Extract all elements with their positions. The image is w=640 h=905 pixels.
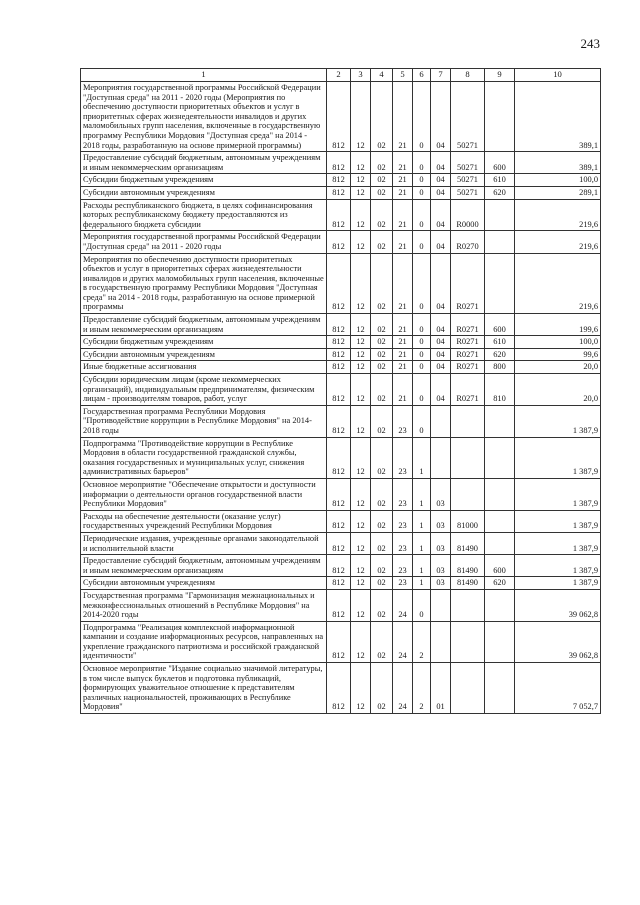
cell-c4: 02	[371, 532, 393, 554]
cell-c3: 12	[351, 621, 371, 662]
cell-c8: R0000	[451, 199, 485, 231]
row-name-cell: Субсидии бюджетным учреждениям	[81, 336, 327, 349]
row-name-cell: Основное мероприятие "Издание социально значимой литературы, в том числе выпуск буклетов и подготовка публикаций, формирующих уважительное отношение к представителям различных национальностей, проживающих в Республике Мордовия"	[81, 663, 327, 714]
cell-c7: 03	[431, 577, 451, 590]
cell-c7	[431, 589, 451, 621]
column-header: 7	[431, 69, 451, 82]
page-number: 243	[580, 36, 600, 51]
cell-c4: 02	[371, 577, 393, 590]
cell-c9: 610	[485, 174, 515, 187]
cell-c2: 812	[327, 336, 351, 349]
cell-c10: 1 387,9	[515, 478, 601, 510]
cell-c10: 389,1	[515, 152, 601, 174]
cell-c6: 1	[413, 532, 431, 554]
cell-c2: 812	[327, 437, 351, 478]
cell-c7: 04	[431, 186, 451, 199]
cell-c9	[485, 478, 515, 510]
cell-c7: 01	[431, 663, 451, 714]
cell-c10: 1 387,9	[515, 577, 601, 590]
row-name-cell: Периодические издания, учрежденные органами законодательной и исполнительной власти	[81, 532, 327, 554]
cell-c3: 12	[351, 348, 371, 361]
cell-c10: 289,1	[515, 186, 601, 199]
cell-c5: 23	[393, 437, 413, 478]
table-row	[81, 577, 601, 590]
column-header: 10	[515, 69, 601, 82]
cell-c9: 620	[485, 186, 515, 199]
cell-c6: 1	[413, 577, 431, 590]
cell-c6: 0	[413, 589, 431, 621]
cell-c5: 21	[393, 314, 413, 336]
cell-c9: 810	[485, 374, 515, 406]
cell-c6: 0	[413, 152, 431, 174]
cell-c9	[485, 663, 515, 714]
cell-c3: 12	[351, 589, 371, 621]
cell-c8: 81000	[451, 510, 485, 532]
cell-c7: 04	[431, 348, 451, 361]
cell-c4: 02	[371, 663, 393, 714]
table-row	[81, 532, 601, 554]
cell-c5: 21	[393, 82, 413, 152]
cell-c4: 02	[371, 314, 393, 336]
cell-c6: 0	[413, 361, 431, 374]
cell-c5: 21	[393, 199, 413, 231]
cell-c10: 199,6	[515, 314, 601, 336]
cell-c6: 2	[413, 663, 431, 714]
cell-c6: 0	[413, 174, 431, 187]
cell-c2: 812	[327, 82, 351, 152]
cell-c8	[451, 405, 485, 437]
cell-c8	[451, 589, 485, 621]
row-name-cell: Субсидии автономным учреждениям	[81, 348, 327, 361]
cell-c5: 23	[393, 532, 413, 554]
cell-c5: 21	[393, 174, 413, 187]
cell-c10: 1 387,9	[515, 437, 601, 478]
cell-c3: 12	[351, 152, 371, 174]
cell-c10: 219,6	[515, 253, 601, 314]
cell-c6: 0	[413, 199, 431, 231]
cell-c5: 21	[393, 374, 413, 406]
cell-c7: 04	[431, 253, 451, 314]
cell-c8: 50271	[451, 186, 485, 199]
cell-c10: 1 387,9	[515, 510, 601, 532]
cell-c8	[451, 478, 485, 510]
cell-c6: 1	[413, 478, 431, 510]
cell-c3: 12	[351, 82, 371, 152]
cell-c10: 1 387,9	[515, 532, 601, 554]
row-name-cell: Иные бюджетные ассигнования	[81, 361, 327, 374]
cell-c10: 99,6	[515, 348, 601, 361]
budget-table	[80, 68, 601, 714]
cell-c3: 12	[351, 405, 371, 437]
cell-c5: 24	[393, 621, 413, 662]
table-row	[81, 663, 601, 714]
cell-c6: 2	[413, 621, 431, 662]
column-header: 5	[393, 69, 413, 82]
row-name-cell: Расходы республиканского бюджета, в целях софинансирования которых республиканскому бюджету предоставляются из федерального бюджета субсидии	[81, 199, 327, 231]
cell-c5: 24	[393, 663, 413, 714]
cell-c7: 04	[431, 82, 451, 152]
cell-c8: R0271	[451, 314, 485, 336]
cell-c3: 12	[351, 374, 371, 406]
cell-c4: 02	[371, 621, 393, 662]
cell-c10: 20,0	[515, 374, 601, 406]
cell-c5: 23	[393, 555, 413, 577]
cell-c4: 02	[371, 186, 393, 199]
cell-c3: 12	[351, 186, 371, 199]
cell-c2: 812	[327, 361, 351, 374]
cell-c2: 812	[327, 253, 351, 314]
cell-c7: 04	[431, 231, 451, 253]
row-name-cell: Субсидии автономным учреждениям	[81, 577, 327, 590]
cell-c5: 24	[393, 589, 413, 621]
cell-c5: 23	[393, 405, 413, 437]
cell-c4: 02	[371, 589, 393, 621]
cell-c7: 04	[431, 199, 451, 231]
row-name-cell: Мероприятия государственной программы Российской Федерации "Доступная среда" на 2011 - 2020 годы (Мероприятия по обеспечению доступности приоритетных объектов и услуг в приоритетных сферах жизнедеятельности инвалидов и других маломобильных групп населения, включенные в государственную программу Республики Мордовия "Доступная среда" на 2014 - 2018 годы, разработанную на основе примерной программы)	[81, 82, 327, 152]
cell-c2: 812	[327, 174, 351, 187]
cell-c5: 21	[393, 231, 413, 253]
row-name-cell: Субсидии бюджетным учреждениям	[81, 174, 327, 187]
table-row	[81, 336, 601, 349]
row-name-cell: Мероприятия по обеспечению доступности приоритетных объектов и услуг в приоритетных сферах жизнедеятельности инвалидов и других маломобильных групп населения, включенные в государственную программу Республики Мордовия "Доступная среда" на 2014 - 2018 годы, разработанную на основе примерной программы	[81, 253, 327, 314]
table-row	[81, 478, 601, 510]
row-name-cell: Государственная программа "Гармонизация межнациональных и межконфессиональных отношений в Республике Мордовия" на 2014-2020 годы	[81, 589, 327, 621]
cell-c2: 812	[327, 555, 351, 577]
cell-c9: 610	[485, 336, 515, 349]
cell-c8: 50271	[451, 174, 485, 187]
table-row	[81, 405, 601, 437]
cell-c8: R0271	[451, 361, 485, 374]
column-header: 1	[81, 69, 327, 82]
cell-c9	[485, 510, 515, 532]
cell-c4: 02	[371, 437, 393, 478]
cell-c4: 02	[371, 82, 393, 152]
row-name-cell: Мероприятия государственной программы Российской Федерации "Доступная среда" на 2011 - 2020 годы	[81, 231, 327, 253]
cell-c4: 02	[371, 174, 393, 187]
cell-c7: 04	[431, 374, 451, 406]
cell-c3: 12	[351, 663, 371, 714]
cell-c7: 04	[431, 361, 451, 374]
cell-c9: 600	[485, 152, 515, 174]
cell-c2: 812	[327, 186, 351, 199]
cell-c6: 1	[413, 510, 431, 532]
table-row	[81, 555, 601, 577]
cell-c6: 0	[413, 314, 431, 336]
cell-c5: 23	[393, 478, 413, 510]
cell-c9: 620	[485, 577, 515, 590]
cell-c4: 02	[371, 152, 393, 174]
cell-c6: 0	[413, 253, 431, 314]
cell-c6: 0	[413, 374, 431, 406]
cell-c2: 812	[327, 199, 351, 231]
cell-c7	[431, 437, 451, 478]
cell-c10: 100,0	[515, 336, 601, 349]
cell-c6: 0	[413, 186, 431, 199]
cell-c5: 21	[393, 348, 413, 361]
cell-c5: 21	[393, 152, 413, 174]
cell-c10: 39 062,8	[515, 621, 601, 662]
cell-c3: 12	[351, 478, 371, 510]
cell-c3: 12	[351, 174, 371, 187]
header-row	[81, 69, 601, 82]
cell-c10: 219,6	[515, 199, 601, 231]
table-row	[81, 82, 601, 152]
cell-c9: 600	[485, 555, 515, 577]
cell-c8: 50271	[451, 82, 485, 152]
cell-c4: 02	[371, 336, 393, 349]
cell-c2: 812	[327, 374, 351, 406]
cell-c3: 12	[351, 577, 371, 590]
cell-c9	[485, 405, 515, 437]
cell-c7	[431, 621, 451, 662]
cell-c3: 12	[351, 231, 371, 253]
cell-c2: 812	[327, 314, 351, 336]
cell-c5: 23	[393, 577, 413, 590]
table-row	[81, 348, 601, 361]
cell-c6: 1	[413, 437, 431, 478]
cell-c4: 02	[371, 361, 393, 374]
column-header: 4	[371, 69, 393, 82]
column-header: 9	[485, 69, 515, 82]
table-row	[81, 589, 601, 621]
cell-c3: 12	[351, 336, 371, 349]
table-row	[81, 510, 601, 532]
cell-c8: R0271	[451, 253, 485, 314]
table-row	[81, 152, 601, 174]
cell-c5: 21	[393, 361, 413, 374]
cell-c9	[485, 199, 515, 231]
row-name-cell: Государственная программа Республики Мордовия "Противодействие коррупции в Республике Мордовия" на 2014-2018 годы	[81, 405, 327, 437]
cell-c9	[485, 532, 515, 554]
row-name-cell: Основное мероприятие "Обеспечение открытости и доступности информации о деятельности органов государственной власти Республики Мордовия"	[81, 478, 327, 510]
cell-c9	[485, 231, 515, 253]
cell-c6: 0	[413, 336, 431, 349]
cell-c10: 219,6	[515, 231, 601, 253]
cell-c2: 812	[327, 231, 351, 253]
cell-c4: 02	[371, 478, 393, 510]
cell-c9	[485, 437, 515, 478]
table-row	[81, 186, 601, 199]
cell-c7: 04	[431, 336, 451, 349]
cell-c4: 02	[371, 348, 393, 361]
cell-c7: 04	[431, 314, 451, 336]
cell-c9	[485, 82, 515, 152]
cell-c4: 02	[371, 199, 393, 231]
cell-c7: 03	[431, 510, 451, 532]
cell-c3: 12	[351, 253, 371, 314]
cell-c10: 20,0	[515, 361, 601, 374]
cell-c3: 12	[351, 314, 371, 336]
cell-c2: 812	[327, 348, 351, 361]
cell-c8: R0270	[451, 231, 485, 253]
cell-c8	[451, 621, 485, 662]
cell-c7: 03	[431, 478, 451, 510]
cell-c10: 7 052,7	[515, 663, 601, 714]
column-header: 2	[327, 69, 351, 82]
cell-c9	[485, 621, 515, 662]
cell-c8: R0271	[451, 348, 485, 361]
cell-c3: 12	[351, 361, 371, 374]
cell-c5: 21	[393, 336, 413, 349]
cell-c3: 12	[351, 555, 371, 577]
cell-c5: 21	[393, 253, 413, 314]
table-row	[81, 231, 601, 253]
column-header: 8	[451, 69, 485, 82]
table-row	[81, 361, 601, 374]
cell-c3: 12	[351, 437, 371, 478]
cell-c9: 800	[485, 361, 515, 374]
cell-c10: 1 387,9	[515, 555, 601, 577]
cell-c2: 812	[327, 405, 351, 437]
row-name-cell: Подпрограмма "Реализация комплексной информационной кампании и создание информационных ресурсов, направленных на укрепление гражданского патриотизма и российской гражданской идентичности"	[81, 621, 327, 662]
cell-c7: 04	[431, 174, 451, 187]
cell-c8	[451, 663, 485, 714]
table-body	[81, 82, 601, 714]
cell-c6: 1	[413, 555, 431, 577]
cell-c7: 03	[431, 555, 451, 577]
cell-c4: 02	[371, 555, 393, 577]
cell-c4: 02	[371, 253, 393, 314]
cell-c9: 620	[485, 348, 515, 361]
cell-c4: 02	[371, 510, 393, 532]
cell-c2: 812	[327, 621, 351, 662]
cell-c8: 81490	[451, 532, 485, 554]
column-header: 6	[413, 69, 431, 82]
cell-c8	[451, 437, 485, 478]
table-row	[81, 437, 601, 478]
cell-c8: 81490	[451, 555, 485, 577]
cell-c9: 600	[485, 314, 515, 336]
row-name-cell: Субсидии автономным учреждениям	[81, 186, 327, 199]
cell-c2: 812	[327, 577, 351, 590]
cell-c2: 812	[327, 510, 351, 532]
table-row	[81, 253, 601, 314]
cell-c3: 12	[351, 199, 371, 231]
cell-c10: 1 387,9	[515, 405, 601, 437]
cell-c10: 100,0	[515, 174, 601, 187]
cell-c7: 03	[431, 532, 451, 554]
cell-c6: 0	[413, 82, 431, 152]
column-header: 3	[351, 69, 371, 82]
cell-c3: 12	[351, 510, 371, 532]
table-row	[81, 374, 601, 406]
cell-c2: 812	[327, 589, 351, 621]
table-row	[81, 199, 601, 231]
cell-c10: 39 062,8	[515, 589, 601, 621]
cell-c2: 812	[327, 532, 351, 554]
cell-c3: 12	[351, 532, 371, 554]
cell-c6: 0	[413, 231, 431, 253]
cell-c2: 812	[327, 663, 351, 714]
cell-c9	[485, 589, 515, 621]
cell-c8: R0271	[451, 336, 485, 349]
cell-c6: 0	[413, 405, 431, 437]
row-name-cell: Предоставление субсидий бюджетным, автономным учреждениям и иным некоммерческим организациям	[81, 152, 327, 174]
row-name-cell: Предоставление субсидий бюджетным, автономным учреждениям и иным некоммерческим организациям	[81, 314, 327, 336]
cell-c6: 0	[413, 348, 431, 361]
cell-c7	[431, 405, 451, 437]
cell-c8: 50271	[451, 152, 485, 174]
cell-c4: 02	[371, 374, 393, 406]
cell-c7: 04	[431, 152, 451, 174]
table-row	[81, 174, 601, 187]
cell-c4: 02	[371, 231, 393, 253]
row-name-cell: Предоставление субсидий бюджетным, автономным учреждениям и иным некоммерческим организациям	[81, 555, 327, 577]
cell-c5: 21	[393, 186, 413, 199]
cell-c2: 812	[327, 478, 351, 510]
cell-c10: 389,1	[515, 82, 601, 152]
table-row	[81, 621, 601, 662]
row-name-cell: Расходы на обеспечение деятельности (оказание услуг) государственных учреждений Республики Мордовия	[81, 510, 327, 532]
row-name-cell: Подпрограмма "Противодействие коррупции в Республике Мордовия в области государственной гражданской службы, оказания государственных и муниципальных услуг, снижения административных барьеров"	[81, 437, 327, 478]
cell-c4: 02	[371, 405, 393, 437]
cell-c8: 81490	[451, 577, 485, 590]
cell-c2: 812	[327, 152, 351, 174]
cell-c5: 23	[393, 510, 413, 532]
cell-c8: R0271	[451, 374, 485, 406]
row-name-cell: Субсидии юридическим лицам (кроме некоммерческих организаций), индивидуальным предпринимателям, физическим лицам - производителям товаров, работ, услуг	[81, 374, 327, 406]
cell-c9	[485, 253, 515, 314]
table-row	[81, 314, 601, 336]
